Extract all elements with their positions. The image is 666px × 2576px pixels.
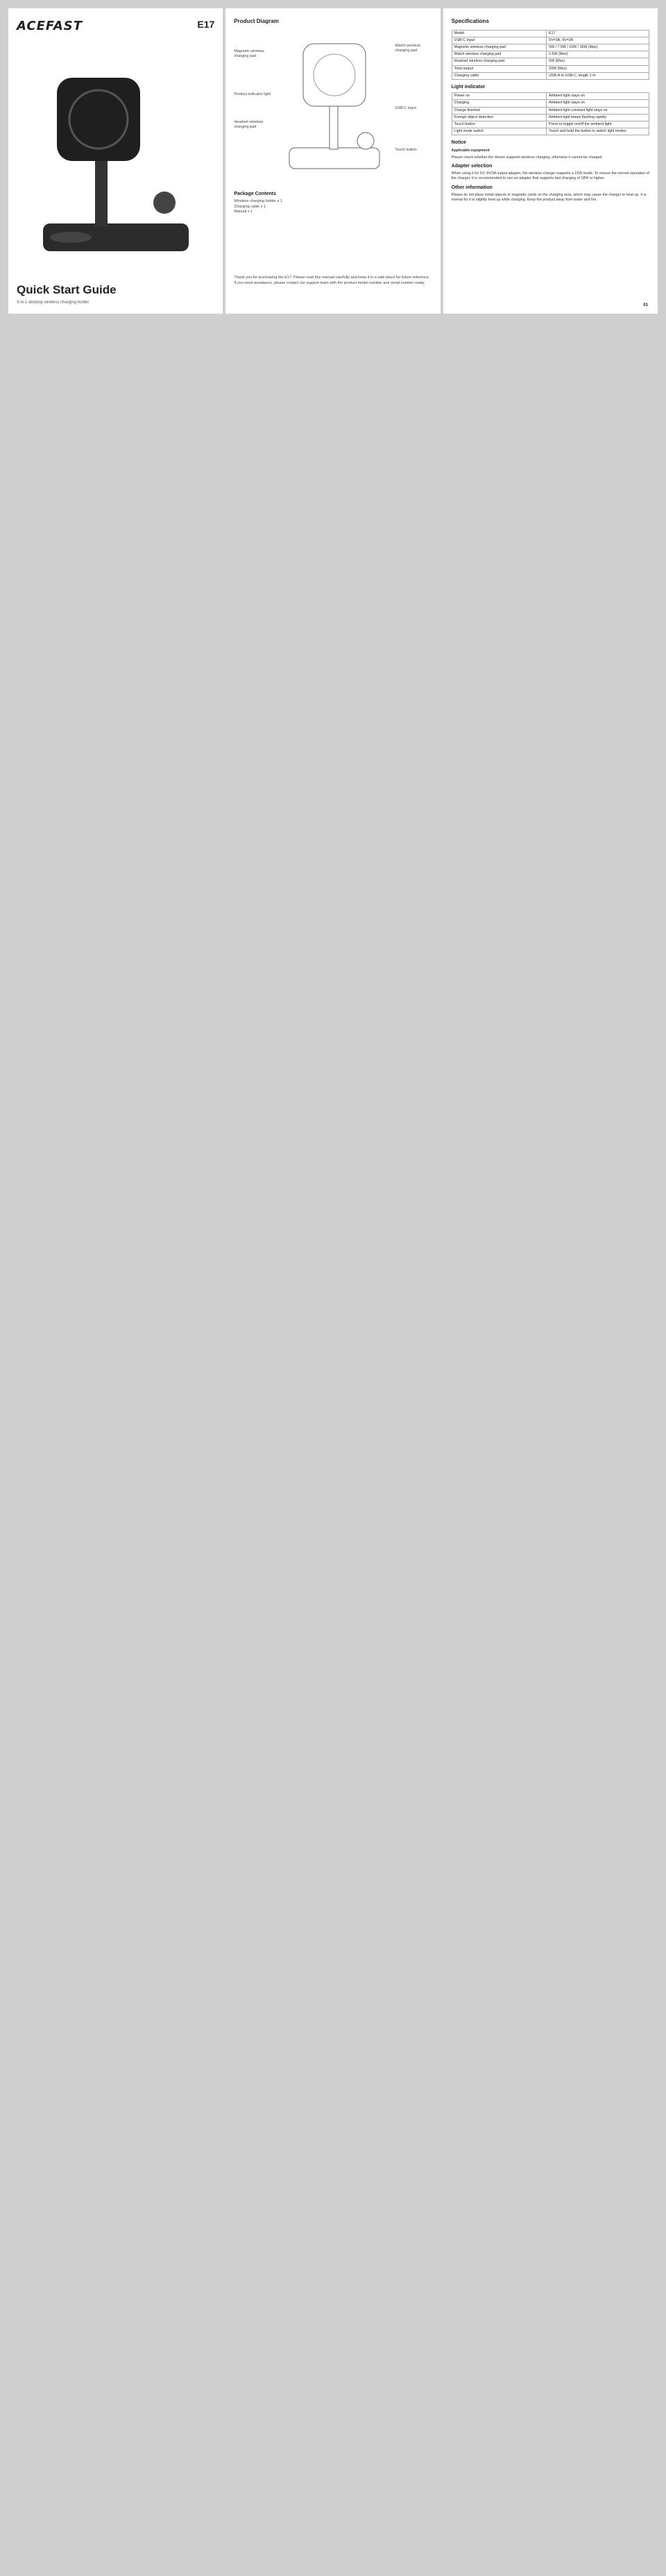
light-row <box>452 100 649 107</box>
light-table <box>452 92 649 135</box>
spec-row <box>452 44 649 51</box>
spec-value: Press to toggle on/off the ambient light <box>547 121 649 128</box>
spec-value: 5V=3A, 9V=3A <box>547 37 649 44</box>
adapter-heading: Adapter selection <box>451 163 493 169</box>
spec-key: Charging <box>452 100 546 107</box>
spec-key: Touch button <box>452 121 546 128</box>
adapter-text: When using it for 5V, 9V/3A output adapter, the wireless charger supports a 15W mode. To ensure the normal operation of the charger, it is recommended to use an adapter that supports fast charging of 18W or higher. <box>451 171 649 181</box>
light-row <box>452 114 649 121</box>
light-row <box>452 107 649 114</box>
diagram-heading: Product Diagram <box>234 18 279 24</box>
notice-text: Please check whether the device supports wireless charging, otherwise it cannot be charged. <box>451 155 603 160</box>
spec-value: Ambient light stays on <box>547 93 649 100</box>
spec-row <box>452 30 649 37</box>
label-touch-button: Touch button <box>395 147 417 152</box>
spec-value: Ambient light stays on <box>547 100 649 107</box>
spec-key: Power on <box>452 93 546 100</box>
spec-value: USB-A to USB-C, length 1 m <box>547 72 649 79</box>
other-heading: Other information <box>451 185 493 190</box>
spec-key: Watch wireless charging pad <box>452 51 546 58</box>
guide-title: Quick Start Guide <box>17 283 117 297</box>
spec-row <box>452 37 649 44</box>
spec-key: USB-C input <box>452 37 546 44</box>
light-row <box>452 128 649 135</box>
notice-subheading: Applicable equipment <box>451 148 490 153</box>
package-item: Wireless charging holder x 1 <box>234 199 282 204</box>
thank-you-note: Thank you for purchasing the E17. Please read this manual carefully and keep it in a safe place for future reference. If you need assistance, please contact our support team with the product model number and serial number ready. <box>234 276 430 285</box>
light-row <box>452 121 649 128</box>
spec-key: Light mode switch <box>452 128 546 135</box>
spec-key: Foreign object detection <box>452 114 546 121</box>
light-row <box>452 93 649 100</box>
product-diagram <box>234 30 432 183</box>
other-text: Please do not place metal objects or magnetic cards on the charging area, which may cause the charger to heat up. It is normal for it to slightly heat up while charging. Keep the product away from water and fire. <box>451 192 647 203</box>
spec-value: Ambient light keeps flashing rapidly <box>547 114 649 121</box>
spec-value: Ambient light constant light stays on <box>547 107 649 114</box>
spec-value: E17 <box>547 30 649 37</box>
diagram-panel <box>225 8 440 314</box>
spec-key: Model <box>452 30 546 37</box>
model-number: E17 <box>197 19 215 30</box>
label-watch-pad: Watch wireless charging pad <box>395 43 421 53</box>
spec-key: Total output <box>452 65 546 72</box>
label-earbuds-pad: Headset wireless charging pad <box>234 119 264 130</box>
spec-value: 20W (Max) <box>547 65 649 72</box>
brand-logo: ACEFAST <box>17 19 83 33</box>
spec-row <box>452 58 649 65</box>
spec-key: Headset wireless charging pad <box>452 58 546 65</box>
package-heading: Package Contents <box>234 191 277 196</box>
page-number: 01 <box>643 303 648 307</box>
spec-key: Charging cable <box>452 72 546 79</box>
package-item: Manual x 1 <box>234 210 253 214</box>
spec-value: Touch and hold the button to switch light modes <box>547 128 649 135</box>
spec-value: 2.5W (Max) <box>547 51 649 58</box>
spec-key: Magnetic wireless charging pad <box>452 44 546 51</box>
specs-panel <box>443 8 658 314</box>
spec-key: Charge finished <box>452 107 546 114</box>
diagram-drawing <box>275 37 393 176</box>
package-contents <box>234 191 432 215</box>
manual-sheet <box>8 8 658 314</box>
light-heading: Light indicator <box>451 84 486 90</box>
spec-row <box>452 72 649 79</box>
notice-heading: Notice <box>451 140 467 146</box>
label-usbc-input: USB-C input <box>395 105 416 110</box>
label-indicator: Product indicator light <box>234 92 271 96</box>
specs-heading: Specifications <box>451 18 489 24</box>
spec-row <box>452 65 649 72</box>
spec-value: 5W / 7.5W / 10W / 15W (Max) <box>547 44 649 51</box>
label-magnetic-pad: Magnetic wireless charging pad <box>234 49 265 59</box>
package-item: Charging cable x 1 <box>234 204 266 209</box>
cover-panel <box>8 8 223 314</box>
spec-table <box>452 30 649 80</box>
spec-value: 5W (Max) <box>547 58 649 65</box>
product-illustration <box>29 64 203 265</box>
spec-row <box>452 51 649 58</box>
guide-subtitle: 3-in-1 desktop wireless charging holder <box>17 300 89 305</box>
